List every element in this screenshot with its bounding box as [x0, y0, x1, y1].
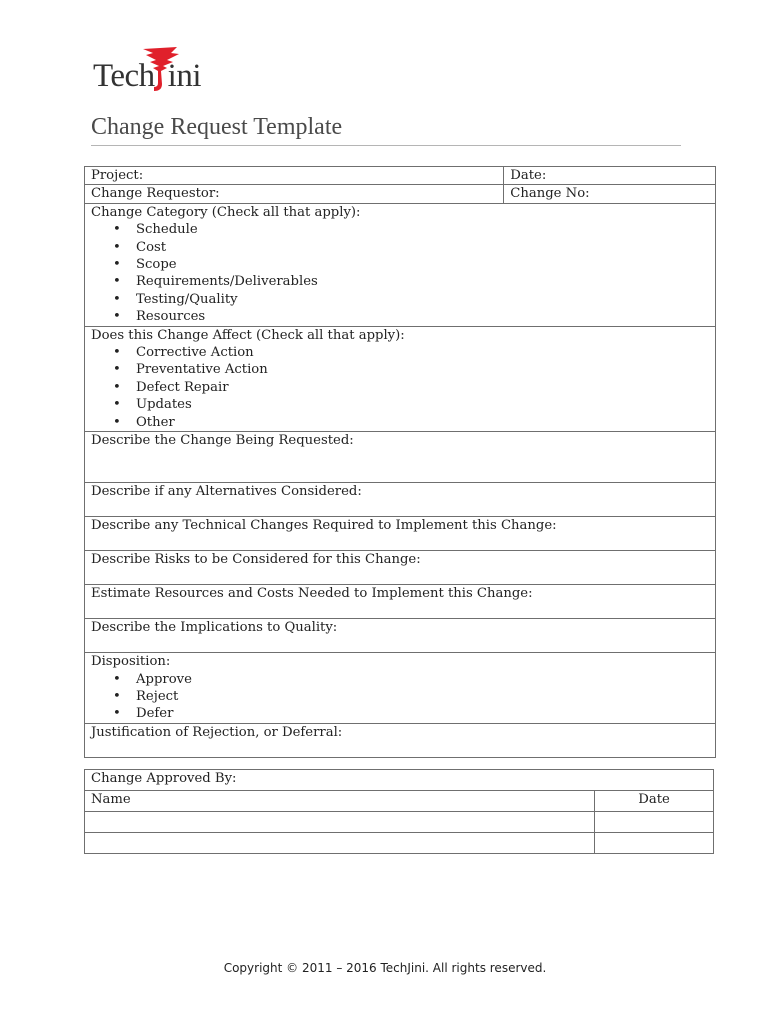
name-column-header: Name — [85, 791, 595, 812]
change-affect-list — [91, 344, 709, 431]
change-category-section — [85, 203, 716, 326]
disposition-label: Disposition: — [91, 654, 171, 670]
affect-option[interactable]: • Preventative Action — [136, 361, 709, 378]
logo-flame-j-icon — [141, 44, 183, 94]
justification-field[interactable]: Justification of Rejection, or Deferral: — [85, 723, 716, 757]
category-option[interactable]: • Scope — [136, 256, 709, 273]
change-category-list — [91, 221, 709, 325]
approval-table — [84, 769, 714, 854]
affect-option[interactable]: • Corrective Action — [136, 344, 709, 361]
page-title: Change Request Template — [91, 114, 343, 140]
date-column-header: Date — [595, 791, 714, 812]
approver-name-cell[interactable] — [85, 833, 595, 854]
change-category-label: Change Category (Check all that apply): — [91, 204, 361, 220]
change-requestor-field[interactable]: Change Requestor: — [85, 185, 504, 203]
category-option[interactable]: • Testing/Quality — [136, 291, 709, 308]
logo-wordmark: Tech ini — [93, 58, 201, 94]
disposition-option[interactable]: • Reject — [136, 688, 709, 705]
category-option[interactable]: • Cost — [136, 239, 709, 256]
change-request-form — [84, 166, 716, 758]
techjini-logo — [93, 44, 253, 104]
category-option[interactable]: • Schedule — [136, 221, 709, 238]
project-field[interactable]: Project: — [85, 167, 504, 185]
approver-name-cell[interactable] — [85, 812, 595, 833]
risks-field[interactable]: Describe Risks to be Considered for this Change: — [85, 551, 716, 585]
disposition-list — [91, 671, 709, 723]
change-description-field[interactable]: Describe the Change Being Requested: — [85, 432, 716, 483]
affect-option[interactable]: • Other — [136, 414, 709, 431]
approver-date-cell[interactable] — [595, 812, 714, 833]
approved-by-label: Change Approved By: — [85, 770, 714, 791]
title-divider — [91, 145, 681, 146]
alternatives-field[interactable]: Describe if any Alternatives Considered: — [85, 483, 716, 517]
change-no-field[interactable]: Change No: — [504, 185, 716, 203]
change-affect-label: Does this Change Affect (Check all that apply): — [91, 327, 405, 343]
resources-costs-field[interactable]: Estimate Resources and Costs Needed to Implement this Change: — [85, 585, 716, 619]
category-option[interactable]: • Resources — [136, 308, 709, 325]
change-affect-section — [85, 326, 716, 431]
disposition-option[interactable]: • Defer — [136, 705, 709, 722]
date-field[interactable]: Date: — [504, 167, 716, 185]
disposition-option[interactable]: • Approve — [136, 671, 709, 688]
technical-changes-field[interactable]: Describe any Technical Changes Required to Implement this Change: — [85, 517, 716, 551]
copyright-footer: Copyright © 2011 – 2016 TechJini. All rights reserved. — [223, 961, 547, 975]
affect-option[interactable]: • Updates — [136, 396, 709, 413]
affect-option[interactable]: • Defect Repair — [136, 379, 709, 396]
approver-date-cell[interactable] — [595, 833, 714, 854]
disposition-section — [85, 653, 716, 724]
quality-implications-field[interactable]: Describe the Implications to Quality: — [85, 619, 716, 653]
category-option[interactable]: • Requirements/Deliverables — [136, 273, 709, 290]
